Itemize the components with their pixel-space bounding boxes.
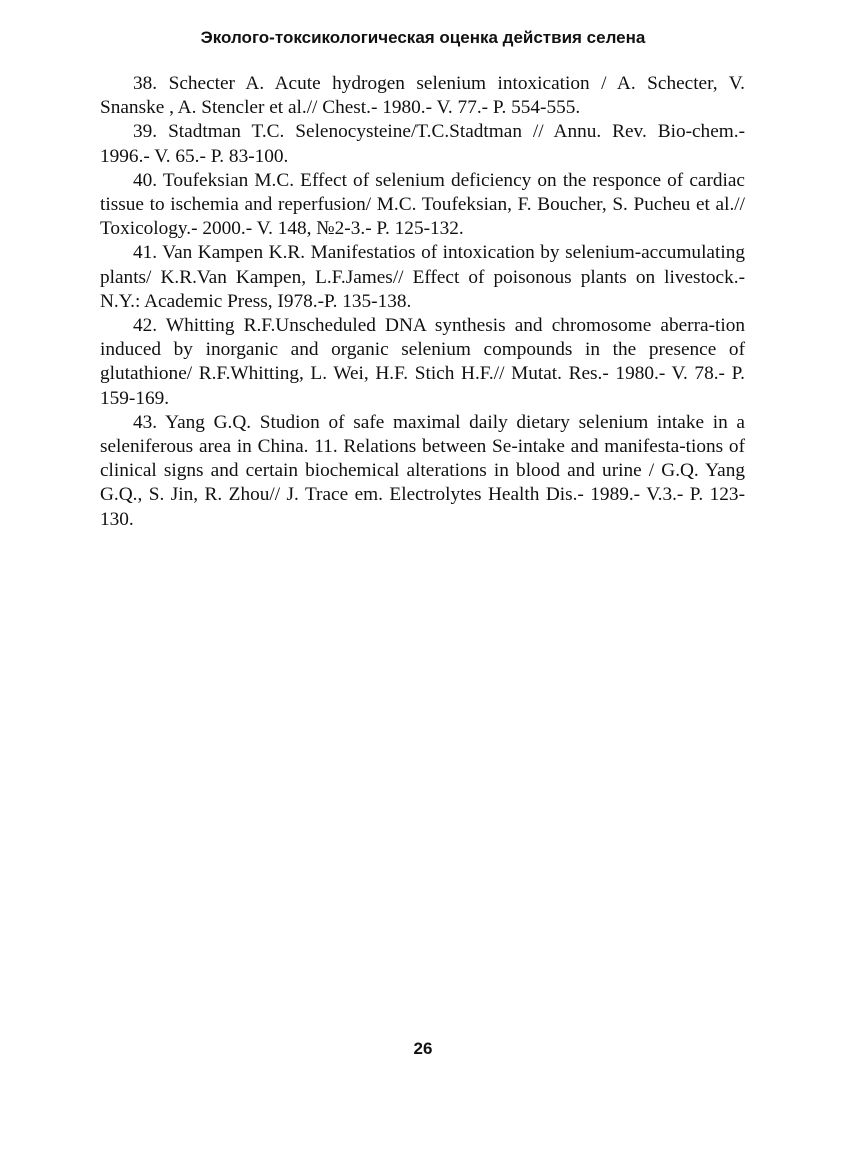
reference-item <box>100 314 745 411</box>
reference-number: 42. <box>133 315 158 337</box>
reference-item <box>100 72 745 120</box>
reference-text: Schecter A. Acute hydrogen selenium intoxication / A. Schecter, V. Snanske , A. Stencler et al.// Chest.- 1980.- V. 77.- P. 554-555. <box>100 73 745 119</box>
reference-text: Stadtman T.C. Selenocysteine/T.C.Stadtman // Annu. Rev. Bio-chem.- 1996.- V. 65.- P. 83-100. <box>100 121 745 167</box>
reference-item <box>100 169 745 242</box>
page-number: 26 <box>413 1039 433 1058</box>
reference-text: Yang G.Q. Studion of safe maximal daily dietary selenium intake in a seleniferous area in China. 11. Relations between Se-intake and manifesta-tions of clinical signs and certain biochemical alterations in blood and urine / G.Q. Yang G.Q., S. Jin, R. Zhou// J. Trace em. Electrolytes Health Dis.- 1989.- V.3.- P. 123-130. <box>100 411 745 530</box>
reference-number: 39. <box>133 121 158 143</box>
reference-number: 41. <box>133 242 158 264</box>
reference-number: 40. <box>133 169 158 191</box>
running-header: Эколого-токсикологическая оценка действия селена <box>200 28 646 47</box>
reference-list <box>100 72 745 532</box>
reference-text: Van Kampen K.R. Manifestatios of intoxication by selenium-accumulating plants/ K.R.Van Kampen, L.F.James// Effect of poisonous plants on livestock.- N.Y.: Academic Press, I978.-P. 135-138. <box>100 242 745 312</box>
reference-item <box>100 411 745 532</box>
reference-number: 43. <box>133 411 158 433</box>
reference-text: Whitting R.F.Unscheduled DNA synthesis and chromosome aberra-tion induced by inorganic and organic selenium compounds in the presence of glutathione/ R.F.Whitting, L. Wei, H.F. Stich H.F.// Mutat. Res.- 1980.- V. 78.- P. 159-169. <box>100 315 746 409</box>
reference-item <box>100 120 745 168</box>
reference-item <box>100 241 745 314</box>
reference-text: Toufeksian M.C. Effect of selenium deficiency on the responce of cardiac tissue to ischemia and reperfusion/ M.C. Toufeksian, F. Boucher, S. Pucheu et al.// Toxicology.- 2000.- V. 148, №2-3.- P. 125-132. <box>100 169 745 240</box>
reference-number: 38. <box>133 73 158 94</box>
